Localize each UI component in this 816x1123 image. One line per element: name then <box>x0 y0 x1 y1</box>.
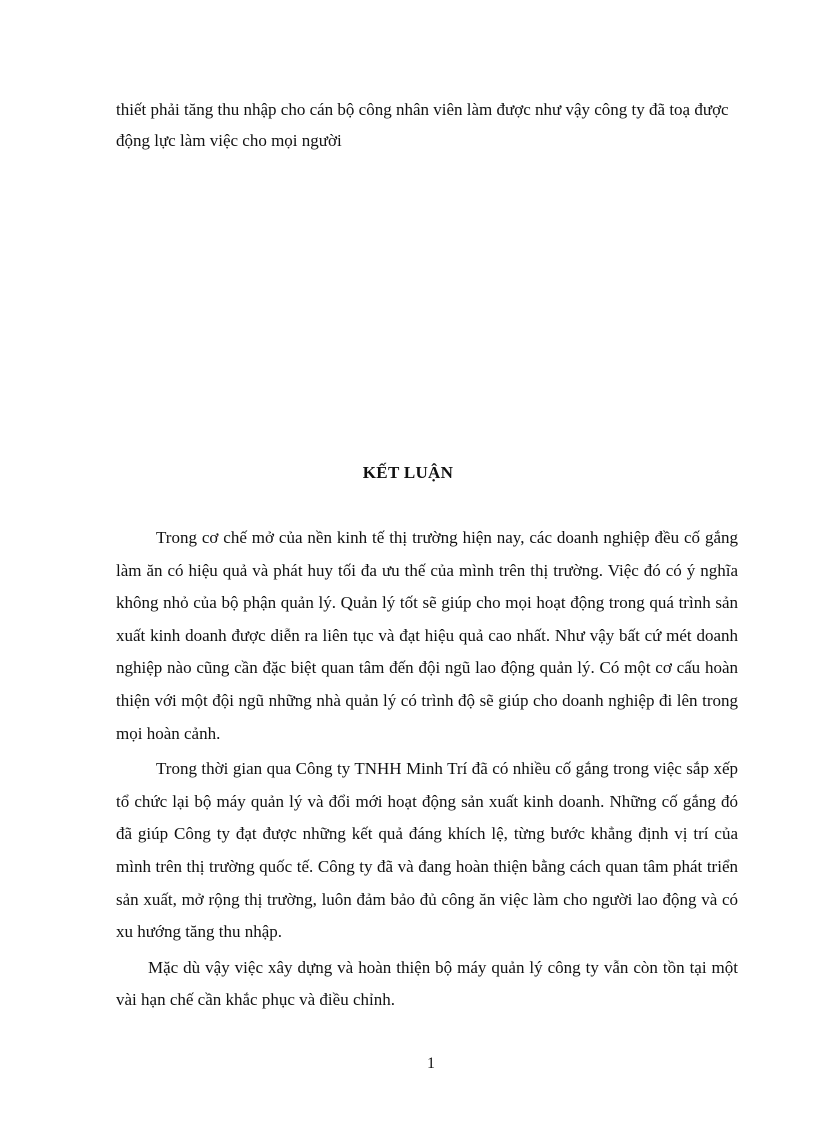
page-number: 1 <box>427 1055 435 1072</box>
paragraph: Trong thời gian qua Công ty TNHH Minh Trí đã có nhiều cố gắng trong việc sắp xếp tổ chức lại bộ máy quản lý và đổi mới hoạt động sản xuất kinh doanh. Những cố gắng đó đã giúp Công ty đạt được những kết quả đáng khích lệ, từng bước khẳng định vị trí của mình trên thị trường quốc tế. Công ty đã và đang hoàn thiện bằng cách quan tâm phát triển sản xuất, mở rộng thị trường, luôn đảm bảo đủ công ăn việc làm cho người lao động và có xu hướng tăng thu nhập. <box>116 759 738 942</box>
paragraph: Mặc dù vậy việc xây dựng và hoàn thiện bộ máy quản lý công ty vẫn còn tồn tại một vài hạn chế cần khắc phục và điều chỉnh. <box>116 957 738 1010</box>
section-title: KẾT LUẬN <box>362 463 454 482</box>
conclusion-body <box>116 522 738 1020</box>
intro-paragraph: thiết phải tăng thu nhập cho cán bộ công nhân viên làm được như vậy công ty đã toạ được động lực làm việc cho mọi người <box>116 100 729 150</box>
paragraph: Trong cơ chế mở của nền kinh tế thị trường hiện nay, các doanh nghiệp đều cố gắng làm ăn có hiệu quả và phát huy tối đa ưu thế của mình trên thị trường. Việc đó có ý nghĩa không nhỏ của bộ phận quản lý. Quản lý tốt sẽ giúp cho mọi hoạt động trong quá trình sản xuất kinh doanh được diễn ra liên tục và đạt hiệu quả cao nhất. Như vậy bất cứ mét doanh nghiệp nào cũng cần đặc biệt quan tâm đến đội ngũ lao động quản lý. Có một cơ cấu hoàn thiện với một đội ngũ những nhà quản lý có trình độ sẽ giúp cho doanh nghiệp đi lên trong mọi hoàn cảnh. <box>116 528 738 743</box>
